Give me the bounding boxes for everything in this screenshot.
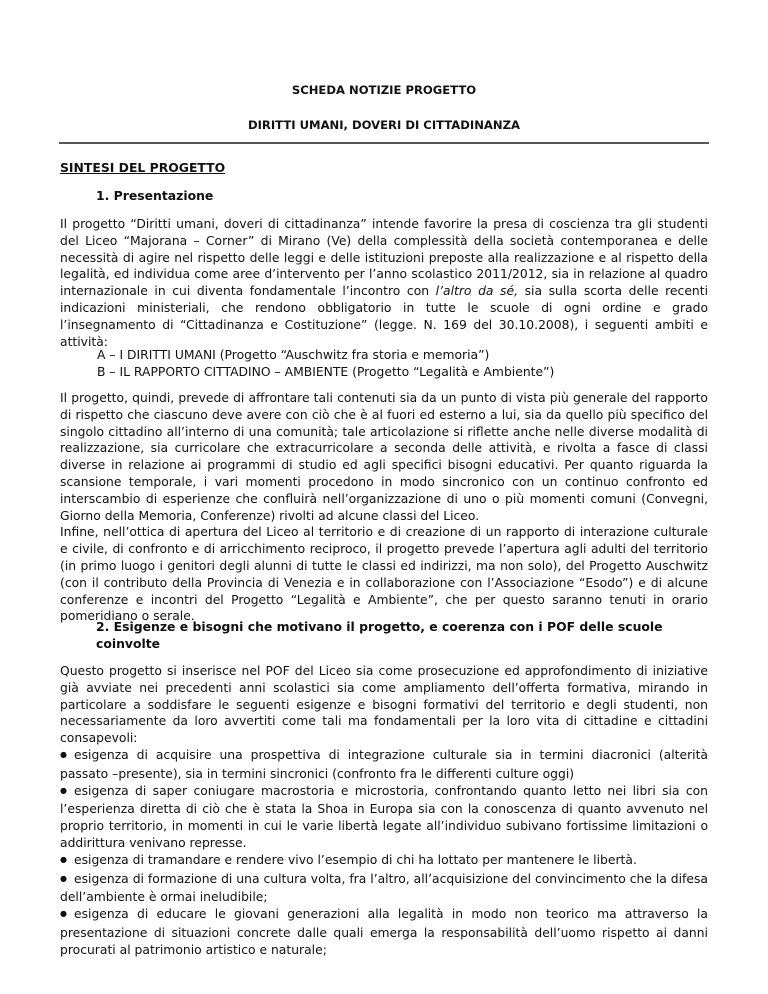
paragraph-text: Questo progetto si inserisce nel POF del Liceo sia come prosecuzione ed approfondimento di iniziative già avviate nei precedenti anni scolastici sia come ampliamento dell’offerta formativa, mirando in particolare a soddisfare le seguenti esigenze e bisogni formativi del territorio e degli studenti, non necessariamente da loro avvertiti come tali ma fondamentali per la loro vita di cittadine e cittadini consapevoli:	[60, 664, 708, 746]
paragraph-modalita	[60, 390, 708, 625]
bullet-item: ●esigenza di formazione di una cultura volta, fra l’altro, all’acquisizione del convincimento che la difesa dell’ambiente è ormai ineludibile;	[60, 871, 708, 907]
area-item-b: B – IL RAPPORTO CITTADINO – AMBIENTE (Progetto “Legalità e Ambiente”)	[97, 364, 555, 379]
area-item-a: A – I DIRITTI UMANI (Progetto “Auschwitz fra storia e memoria”)	[97, 348, 490, 362]
bullet-item: ●esigenza di saper coniugare macrostoria e microstoria, confrontando quanto letto nei libri sia con l’esperienza diretta di ciò che è stata la Shoa in Europa sia con la conoscenza di quanto avvenuto nel proprio territorio, in momenti in cui le varie libertà legate all’individuo subivano fortissime limitazioni o addirittura venivano represse.	[60, 783, 708, 852]
project-title: DIRITTI UMANI, DOVERI DI CITTADINANZA	[248, 118, 520, 132]
area-list	[97, 347, 717, 381]
document-title: SCHEDA NOTIZIE PROGETTO	[291, 83, 477, 97]
paragraph-text: sia sulla scorta delle recenti indicazioni ministeriali, che rendono obbligatorio in tutte le scuole di ogni ordine e grado l’insegnamento di “Cittadinanza e Costituzione” (legge. N. 169 del 30.10.2008), i seguenti ambiti e attività:	[60, 284, 708, 349]
paragraph-presentazione	[60, 216, 708, 350]
bullet-icon	[60, 906, 74, 925]
bullet-icon	[60, 747, 74, 766]
bullet-icon	[60, 871, 74, 890]
paragraph-text: Il progetto, quindi, prevede di affrontare tali contenuti sia da un punto di vista più generale del rapporto di rispetto che ciascuno deve avere con ciò che è al fuori ed esterno a lui, sia da quello più specifico del singolo cittadino all’interno di una comunità; tale articolazione si riflette anche nelle diverse modalità di realizzazione, sia curricolare che extracurricolare a seconda delle attività, e rivolta a fasce di classi diverse in relazione ai programmi di studio ed agli specifici bisogni educativi. Per quanto riguarda la scansione temporale, i vari momenti procedono in modo sincronico con un continuo confronto ed interscambio di esperienze che confluirà nell’organizzazione di uno o più momenti comuni (Convegni, Giorno della Memoria, Conferenze) rivolti ad alcune classi del Liceo.	[60, 391, 708, 523]
bullet-item: ●esigenza di acquisire una prospettiva di integrazione culturale sia in termini diacronici (alterità passato –presente), sia in termini sincronici (confronto fra le differenti culture oggi)	[60, 747, 708, 783]
paragraph-esigenze	[60, 663, 708, 959]
heading-esigenze: 2. Esigenze e bisogni che motivano il progetto, e coerenza con i POF delle scuole coinvolte	[96, 619, 663, 651]
bullet-item: ●esigenza di tramandare e rendere vivo l’esempio di chi ha lottato per mantenere le libertà.	[60, 852, 708, 871]
bullet-icon	[60, 783, 74, 802]
horizontal-rule	[59, 142, 709, 144]
emphasis-text: l’altro da sé,	[435, 284, 518, 299]
heading-presentazione: 1. Presentazione	[96, 188, 214, 203]
bullet-icon	[60, 852, 74, 871]
paragraph-text: Il progetto “Diritti umani, doveri di cittadinanza” intende favorire la presa di coscienza tra gli studenti del Liceo “Majorana – Corner” di Mirano (Ve) della complessità della società contemporanea e delle necessità di agire nel rispetto delle leggi e delle istituzioni preposte alla realizzazione e al rispetto della legalità, ed individua come aree d’intervento per l’anno scolastico 2011/2012, sia in relazione al quadro internazionale in cui diventa fondamentale l’incontro con	[60, 217, 708, 299]
bullet-item: ●esigenza di educare le giovani generazioni alla legalità in modo non teorico ma attraverso la presentazione di situazioni concrete dalle quali emerga la responsabilità dell’uomo rispetto ai danni procurati al patrimonio artistico e naturale;	[60, 906, 708, 958]
section-heading: SINTESI DEL PROGETTO	[60, 160, 226, 175]
paragraph-text: Infine, nell’ottica di apertura del Liceo al territorio e di creazione di un rapporto di interazione culturale e civile, di confronto e di arricchimento reciproco, il progetto prevede l’apertura agli adulti del territorio (in primo luogo i genitori degli alunni di tutte le classi ed indirizzi, ma non solo), del Progetto Auschwitz (con il contributo della Provincia di Venezia e in collaborazione con l’Associazione “Esodo”) e di alcune conferenze e incontri del Progetto “Legalità e Ambiente”, che per questo saranno tenuti in orario pomeridiano o serale.	[60, 525, 708, 624]
